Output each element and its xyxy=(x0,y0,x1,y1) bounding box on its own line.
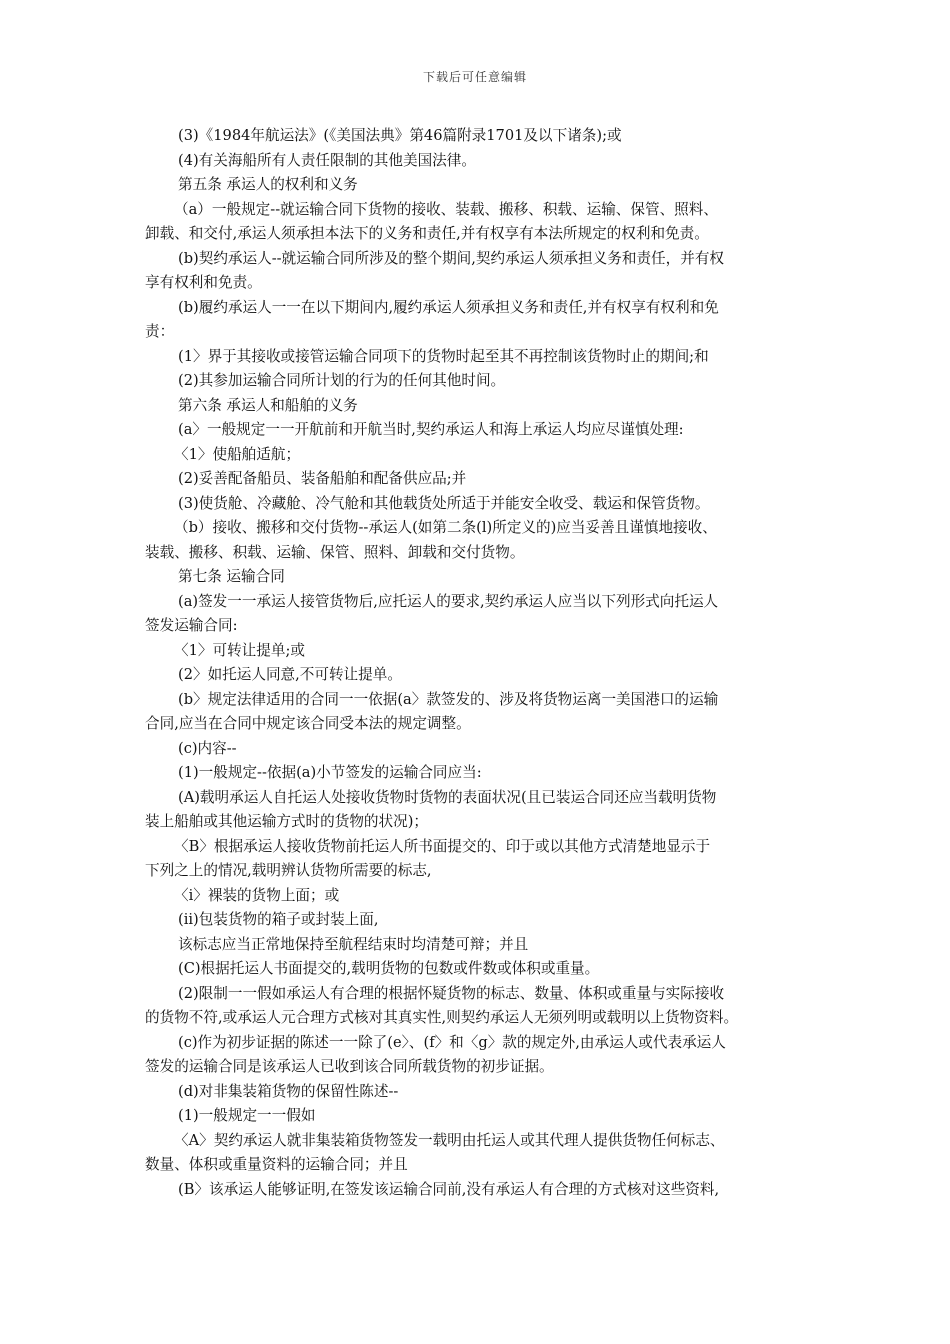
text-line: (c)作为初步证据的陈述一一除了(e〉、(f〉和〈g〉款的规定外,由承运人或代表承运人 xyxy=(178,1033,726,1051)
text-line: (c)内容-- xyxy=(178,739,237,757)
text-line: (2)妥善配备船员、装备船舶和配备供应品;并 xyxy=(178,470,467,487)
text-line: (ii)包装货物的箱子或封装上面, xyxy=(178,911,379,928)
document-body xyxy=(145,124,815,1202)
text-line: 下列之上的情况,载明辨认货物所需要的标志, xyxy=(145,862,432,879)
text-line: (3)《1984年航运法》(《美国法典》第46篇附录1701及以下诸条);或 xyxy=(178,127,622,144)
text-line: 签发的运输合同是该承运人已收到该合同所载货物的初步证据。 xyxy=(145,1058,554,1075)
text-line: 第五条 承运人的权利和义务 xyxy=(178,176,358,193)
text-line: 该标志应当正常地保持至航程结束时均清楚可辩；并且 xyxy=(178,935,529,953)
text-line: (3)使货舱、冷藏舱、冷气舱和其他载货处所适于并能安全收受、载运和保管货物。 xyxy=(178,494,710,512)
text-line: 〈1〉可转让提单;或 xyxy=(174,641,305,659)
text-line: (C)根据托运人书面提交的,载明货物的包数或件数或体积或重量。 xyxy=(178,960,600,977)
text-line: (a〉一般规定一一开航前和开航当时,契约承运人和海上承运人均应尽谨慎处理: xyxy=(178,421,684,438)
text-line: (d)对非集装箱货物的保留性陈述-- xyxy=(178,1082,399,1100)
text-line: (B〉该承运人能够证明,在签发该运输合同前,没有承运人有合理的方式核对这些资料, xyxy=(178,1180,720,1198)
text-line: 签发运输合同: xyxy=(145,617,238,634)
text-line: 享有权利和免责。 xyxy=(145,274,262,291)
text-line: (A)载明承运人自托运人处接收货物时货物的表面状况(且已装运合同还应当载明货物 xyxy=(178,788,717,806)
text-line: 第六条 承运人和船舶的义务 xyxy=(178,396,358,414)
text-line: 装上船舶或其他运输方式时的货物的状况)； xyxy=(145,813,428,830)
text-line: （b）接收、搬移和交付货物--承运人(如第二条(l)所定义的)应当妥善且谨慎地接收、 xyxy=(174,519,717,536)
text-line: (2〉如托运人同意,不可转让提单。 xyxy=(178,666,402,683)
text-line: (b)契约承运人--就运输合同所涉及的整个期间,契约承运人须承担义务和责任，并有权 xyxy=(178,249,725,267)
text-line: 〈B〉根据承运人接收货物前托运人所书面提交的、印于或以其他方式清楚地显示于 xyxy=(174,837,711,855)
text-line: 合同,应当在合同中规定该合同受本法的规定调整。 xyxy=(145,715,471,732)
text-line: 数量、体积或重量资料的运输合同；并且 xyxy=(145,1156,408,1173)
text-line: (1)一般规定一一假如 xyxy=(178,1107,316,1124)
text-line: （a）一般规定--就运输合同下货物的接收、装载、搬移、积载、运输、保管、照料、 xyxy=(174,200,718,218)
text-line: 〈i〉裸装的货物上面；或 xyxy=(174,886,340,904)
text-line: (2)限制一一假如承运人有合理的根据怀疑货物的标志、数量、体积或重量与实际接收 xyxy=(178,984,725,1002)
text-line: (4)有关海船所有人责任限制的其他美国法律。 xyxy=(178,151,476,169)
page-header: 下载后可任意编辑 xyxy=(422,70,527,84)
text-line: (b)履约承运人一一在以下期间内,履约承运人须承担义务和责任,并有权享有权利和免 xyxy=(178,298,719,316)
text-line: (1〉界于其接收或接管运输合同项下的货物时起至其不再控制该货物时止的期间;和 xyxy=(178,347,709,365)
text-line: (b〉规定法律适用的合同一一依据(a〉款签发的、涉及将货物运离一美国港口的运输 xyxy=(178,690,719,708)
text-line: (a)签发一一承运人接管货物后,应托运人的要求,契约承运人应当以下列形式向托运人 xyxy=(178,592,719,610)
text-line: 卸载、和交付,承运人须承担本法下的义务和责任,并有权享有本法所规定的权利和免责。 xyxy=(145,225,709,242)
text-line: 〈A〉契约承运人就非集装箱货物签发一载明由托运人或其代理人提供货物任何标志、 xyxy=(174,1131,725,1149)
text-line: 的货物不符,或承运人元合理方式核对其真实性,则契约承运人无须列明或载明以上货物资料。 xyxy=(145,1009,739,1026)
text-line: 装载、搬移、积载、运输、保管、照料、卸载和交付货物。 xyxy=(145,543,525,561)
text-line: (2)其参加运输合同所计划的行为的任何其他时间。 xyxy=(178,372,506,389)
text-line: 〈1〉使船舶适航； xyxy=(174,445,301,463)
text-line: 责： xyxy=(145,323,175,340)
text-line: (1)一般规定--依据(a)小节签发的运输合同应当: xyxy=(178,764,482,781)
text-line: 第七条 运输合同 xyxy=(178,568,285,585)
